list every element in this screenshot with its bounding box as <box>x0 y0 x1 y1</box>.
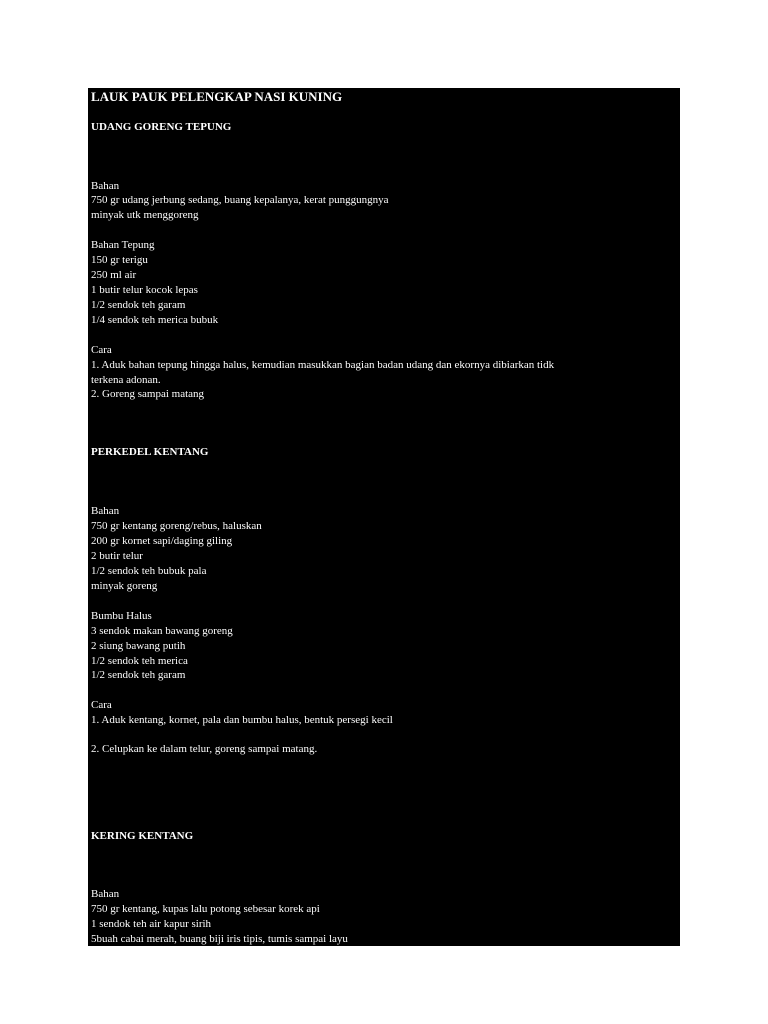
step-line: 2. Goreng sampai matang <box>91 388 205 400</box>
section-label: Bahan <box>91 888 120 900</box>
section-label: Bahan Tepung <box>91 239 155 251</box>
recipe-title: KERING KENTANG <box>91 830 194 842</box>
step-line: terkena adonan. <box>91 374 161 386</box>
ingredient-line: minyak goreng <box>91 580 158 592</box>
ingredient-line: 3 sendok makan bawang goreng <box>91 625 233 637</box>
ingredient-line: 200 gr kornet sapi/daging giling <box>91 535 233 547</box>
section-label: Cara <box>91 699 112 711</box>
ingredient-line: minyak utk menggoreng <box>91 209 199 221</box>
section-label: Bahan <box>91 505 120 517</box>
ingredient-line: 1/2 sendok teh garam <box>91 669 186 681</box>
ingredient-line: 1/2 sendok teh garam <box>91 299 186 311</box>
ingredient-line: 250 ml air <box>91 269 137 281</box>
ingredient-line: 1 butir telur kocok lepas <box>91 284 198 296</box>
ingredient-line: 1 sendok teh air kapur sirih <box>91 918 212 930</box>
section-label: Bumbu Halus <box>91 610 152 622</box>
ingredient-line: 2 siung bawang putih <box>91 640 186 652</box>
step-line: 1. Aduk bahan tepung hingga halus, kemudian masukkan bagian badan udang dan ekornya dibiarkan tidk <box>91 359 555 371</box>
ingredient-line: 1/4 sendok teh merica bubuk <box>91 314 219 326</box>
ingredient-line: 150 gr terigu <box>91 254 148 266</box>
ingredient-line: 2 butir telur <box>91 550 143 562</box>
ingredient-line: 750 gr kentang goreng/rebus, haluskan <box>91 520 262 532</box>
ingredient-line: 750 gr kentang, kupas lalu potong sebesar korek api <box>91 903 320 915</box>
document-page <box>88 88 680 946</box>
step-line: 2. Celupkan ke dalam telur, goreng sampai matang. <box>91 743 318 755</box>
step-line: 1. Aduk kentang, kornet, pala dan bumbu halus, bentuk persegi kecil <box>91 714 393 726</box>
recipe-title: PERKEDEL KENTANG <box>91 446 209 458</box>
ingredient-line: 1/2 sendok teh bubuk pala <box>91 565 207 577</box>
ingredient-line: 750 gr udang jerbung sedang, buang kepalanya, kerat punggungnya <box>91 194 389 206</box>
recipe-title: UDANG GORENG TEPUNG <box>91 121 232 133</box>
section-label: Bahan <box>91 180 120 192</box>
document-title: LAUK PAUK PELENGKAP NASI KUNING <box>91 89 343 104</box>
ingredient-line: 5buah cabai merah, buang biji iris tipis, tumis sampai layu <box>91 933 348 945</box>
section-label: Cara <box>91 344 112 356</box>
ingredient-line: 1/2 sendok teh merica <box>91 655 188 667</box>
